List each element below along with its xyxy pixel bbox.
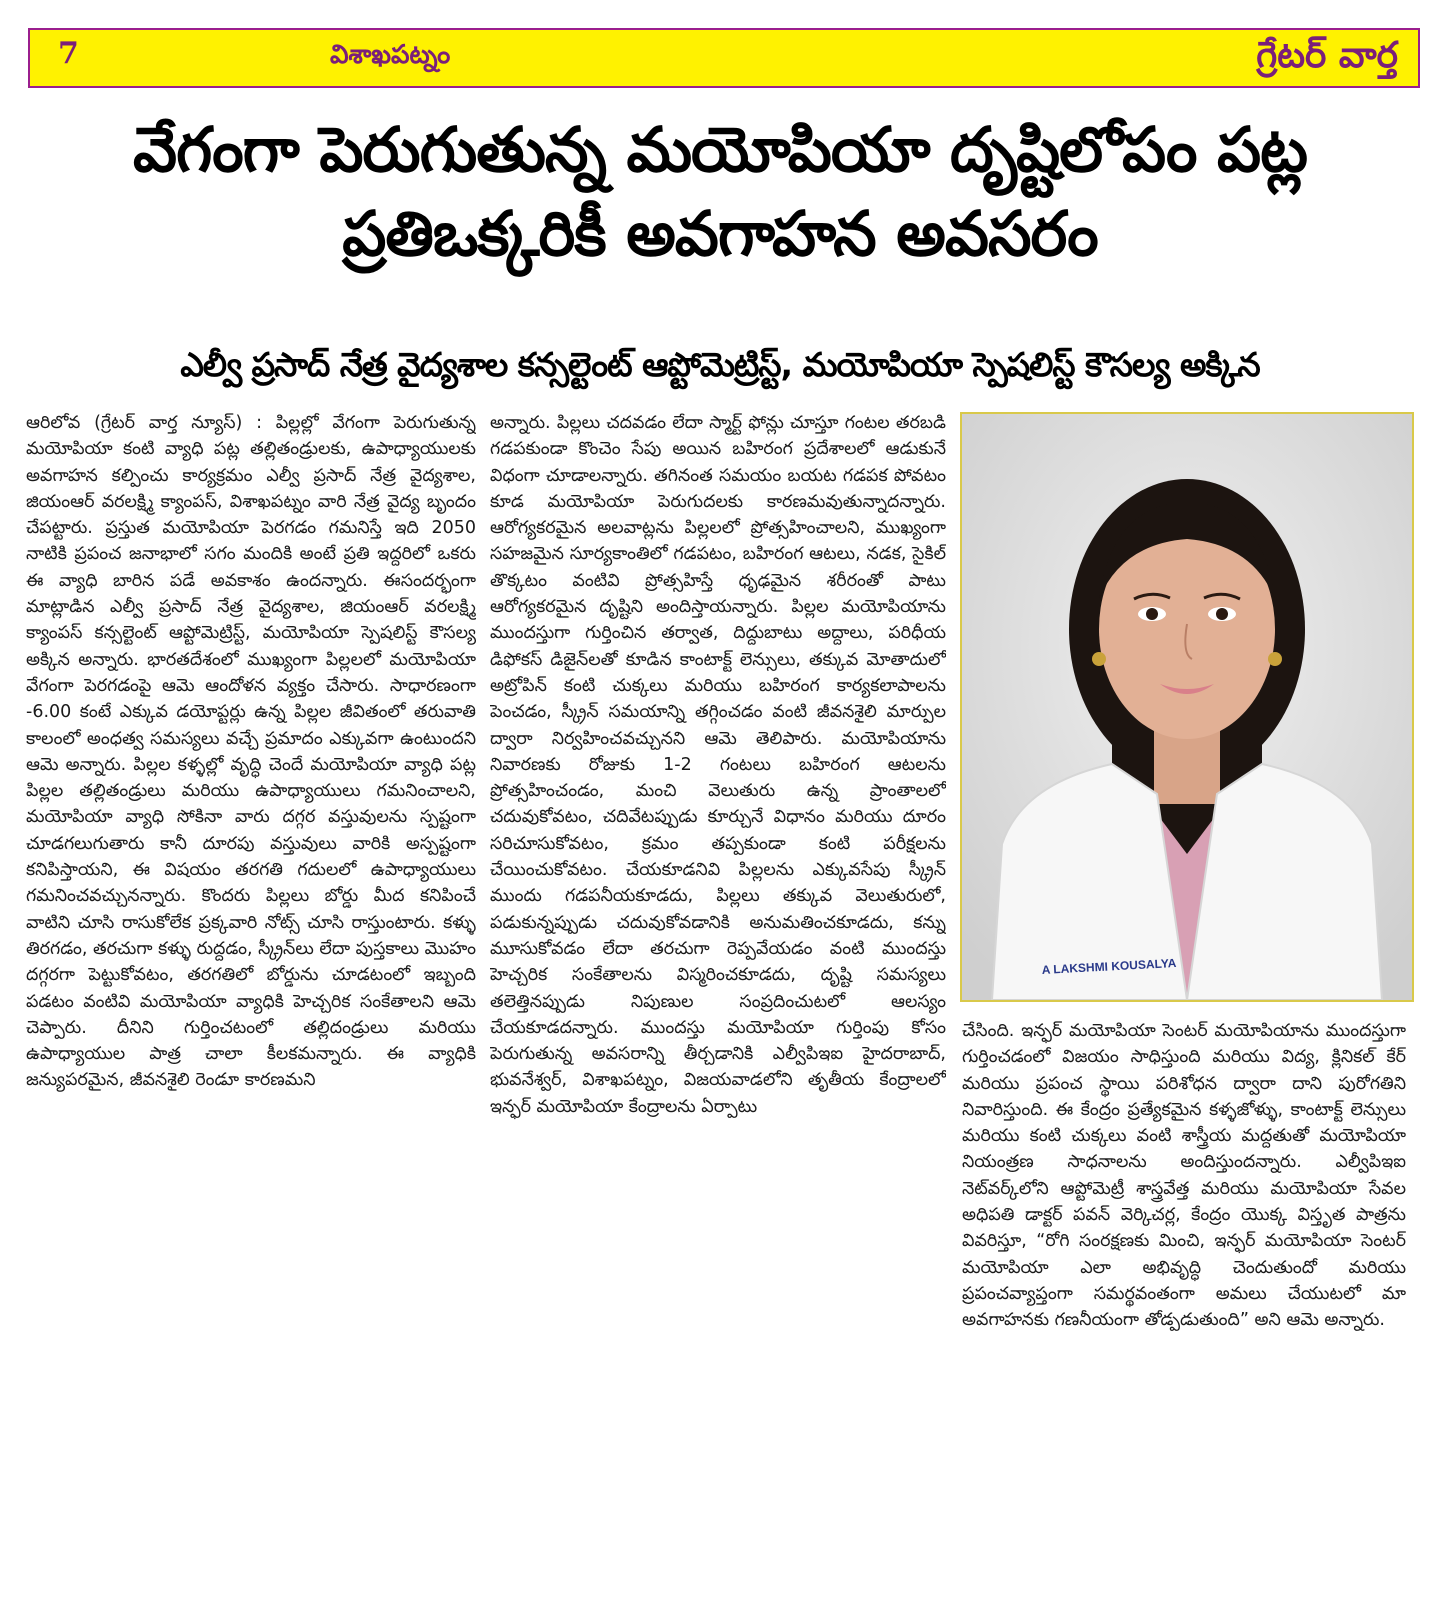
article-column-1: ఆరిలోవ (గ్రేటర్ వార్త న్యూస్) : పిల్లల్లో వేగంగా పెరుగుతున్న మయోపియా కంటి వ్యాధి పట్ల తల్లితండ్రులకు, ఉపాధ్యాయులకు అవగాహన కల్పించు కార్యక్రమం ఎల్వీ ప్రసాద్ నేత్ర వైద్యశాల, జియంఆర్ వరలక్ష్మి క్యాంపస్, విశాఖపట్నం వారి నేత్ర వైద్య బృందం చేపట్టారు. ప్రస్తుత మయోపియా పెరగడం గమనిస్తే ఇది 2050 నాటికి ప్రపంచ జనాభాలో సగం మందికి అంటే ప్రతి ఇద్దరిలో ఒకరు ఈ వ్యాధి బారిన పడే అవకాశం ఉందన్నారు. ఈసందర్భంగా మాట్లాడిన ఎల్వీ ప్రసాద్ నేత్ర వైద్యశాల, జియంఆర్ వరలక్ష్మి క్యాంపస్ కన్సల్టెంట్ ఆప్టోమెట్రిస్ట్, మయోపియా స్పెషలిస్ట్ కౌసల్య అక్కిన అన్నారు. భారతదేశంలో ముఖ్యంగా పిల్లలలో మయోపియా వేగంగా పెరగడంపై ఆమె ఆందోళన వ్యక్తం చేసారు. సాధారణంగా -6.00 కంటే ఎక్కువ డయోప్టర్లు ఉన్న పిల్లల జీవితంలో తరువాతి కాలంలో అంధత్వ సమస్యలు వచ్చే ప్రమాదం ఎక్కువగా ఉంటుందని ఆమె అన్నారు. పిల్లల కళ్ళల్లో వృద్ధి చెందే మయోపియా వ్యాధి పట్ల పిల్లల తల్లితండ్రులు మరియు ఉపాధ్యాయులు గమనించాలని, మయోపియా వ్యాధి సోకినా వారు దగ్గర వస్తువులను స్పష్టంగా చూడగలుగుతారు కానీ దూరపు వస్తువులు వారికి అస్పష్టంగా కనిపిస్తాయని, ఈ విషయం తరగతి గదులలో ఉపాధ్యాయులు గమనించవచ్చునన్నారు. కొందరు పిల్లలు బోర్డు మీద కనిపించే వాటిని చూసి రాసుకోలేక ప్రక్కవారి నోట్స్ చూసి రాస్తుంటారు. కళ్ళు తిరగడం, తరచుగా కళ్ళు రుద్దడం, స్క్రీన్‌లు లేదా పుస్తకాలు మొహం దగ్గరగా పెట్టుకోవటం, తరగతిలో బోర్డును చూడటంలో ఇబ్బంది పడటం వంటివి మయోపియా వ్యాధికి హెచ్చరిక సంకేతాలని ఆమె చెప్పారు. దీనిని గుర్తించటంలో తల్లిదండ్రులు మరియు ఉపాధ్యాయుల పాత్ర చాలా కీలకమన్నారు. ఈ వ్యాధికి జన్యుపరమైన, జీవనశైలి రెండూ కారణమని: [26, 413, 476, 1091]
page-number: 7: [58, 36, 79, 71]
coat-name-label: A LAKSHMI KOUSALYA: [1041, 955, 1177, 977]
portrait-illustration: [962, 414, 1412, 1000]
article-subheadline: ఎల్వీ ప్రసాద్ నేత్ర వైద్యశాల కన్సల్టెంట్ ఆప్టోమెట్రిస్ట్, మయోపియా స్పెషలిస్ట్ కౌసల్య అక్కిన: [180, 345, 1260, 384]
article-column-3: చేసింది. ఇన్ఫర్ మయోపియా సెంటర్ మయోపియాను ముందస్తుగా గుర్తించడంలో విజయం సాధిస్తుంది మరియు విద్య, క్లినికల్ కేర్ మరియు ప్రపంచ స్థాయి పరిశోధన ద్వారా దాని పురోగతిని నివారిస్తుంది. ఈ కేంద్రం ప్రత్యేకమైన కళ్ళజోళ్ళు, కాంటాక్ట్ లెన్సులు మరియు కంటి చుక్కలు వంటి శాస్త్రీయ మద్దతుతో మయోపియా నియంత్రణ సాధనాలను అందిస్తుందన్నారు. ఎల్వీపిఇఐ నెట్‌వర్క్‌లోని ఆప్టోమెట్రీ శాస్త్రవేత్త మరియు మయోపియా సేవల అధిపతి డాక్టర్ పవన్ వెర్కిచర్ల, కేంద్రం యొక్క విస్తృత పాత్రను వివరిస్తూ, “రోగి సంరక్షణకు మించి, ఇన్ఫర్ మయోపియా సెంటర్ మయోపియా ఎలా అభివృద్ధి చెందుతుందో మరియు ప్రపంచవ్యాప్తంగా సమర్థవంతంగా అమలు చేయుటలో మా అవగాహనకు గణనీయంగా తోడ్పడుతుంది” అని ఆమె అన్నారు.: [962, 1021, 1406, 1331]
article-column-2: అన్నారు. పిల్లలు చదవడం లేదా స్మార్ట్ ఫోన్లు చూస్తూ గంటల తరబడి గడపకుండా కొంచెం సేపు అయిన బహిరంగ ప్రదేశాలలో ఆడుకునే విధంగా చూడాలన్నారు. తగినంత సమయం బయట గడపక పోవటం కూడ మయోపియా పెరుగుదలకు కారణమవుతున్నాదన్నారు. ఆరోగ్యకరమైన అలవాట్లను పిల్లలలో ప్రోత్సహించాలని, ముఖ్యంగా సహజమైన సూర్యకాంతిలో గడపటం, బహిరంగ ఆటలు, నడక, సైకిల్ తొక్కటం వంటివి ప్రోత్సహిస్తే ధృఢమైన శరీరంతో పాటు ఆరోగ్యకరమైన దృష్టిని అందిస్తాయన్నారు. పిల్లల మయోపియాను ముందస్తుగా గుర్తించిన తర్వాత, దిద్దుబాటు అద్దాలు, పరిధీయ డిఫోకస్ డిజైన్‌లతో కూడిన కాంటాక్ట్ లెన్సులు, తక్కువ మోతాదులో అట్రోపిన్ కంటి చుక్కలు మరియు బహిరంగ కార్యకలాపాలను పెంచడం, స్క్రీన్ సమయాన్ని తగ్గించడం వంటి జీవనశైలి మార్పుల ద్వారా నిర్వహించవచ్చునని ఆమె తెలిపారు. మయోపియాను నివారణకు రోజుకు 1-2 గంటలు బహిరంగ ఆటలను ప్రోత్సహించండం, మంచి వెలుతురు ఉన్న ప్రాంతాలలో చదువుకోవటం, చదివేటప్పుడు కూర్చునే విధానం మరియు దూరం సరిచూసుకోవటం, క్రమం తప్పకుండా కంటి పరీక్షలను చేయించుకోవటం. చేయకూడనివి పిల్లలను ఎక్కువసేపు స్క్రీన్ ముందు గడపనీయకూడదు, పిల్లలు తక్కువ వెలుతురులో, పడుకున్నప్పుడు చదువుకోవడానికి అనుమతించకూడదు, కన్ను మూసుకోవడం లేదా తరచుగా రెప్పవేయడం వంటి ముందస్తు హెచ్చరిక సంకేతాలను విస్మరించకూడదు, దృష్టి సమస్యలు తలెత్తినప్పుడు నిపుణుల సంప్రదించుటలో ఆలస్యం చేయకూడదన్నారు. ముందస్తు మయోపియా గుర్తింపు కోసం పెరుగుతున్న అవసరాన్ని తీర్చడానికి ఎల్వీపిఇఐ హైదరాబాద్, భువనేశ్వర్, విశాఖపట్నం, విజయవాడలోని తృతీయ కేంద్రాలలో ఇన్ఫర్ మయోపియా కేంద్రాలను ఏర్పాటు: [490, 413, 946, 1117]
newspaper-brand: గ్రేటర్ వార్త: [1256, 34, 1398, 76]
article-headline: వేగంగా పెరుగుతున్న మయోపియా దృష్టిలోపం పట్ల ప్రతిఒక్కరికీ అవగాహన అవసరం: [132, 113, 1308, 270]
masthead-bar: [28, 28, 1420, 88]
city-label: విశాఖపట్నం: [330, 40, 451, 70]
specialist-photo: [960, 412, 1414, 1002]
